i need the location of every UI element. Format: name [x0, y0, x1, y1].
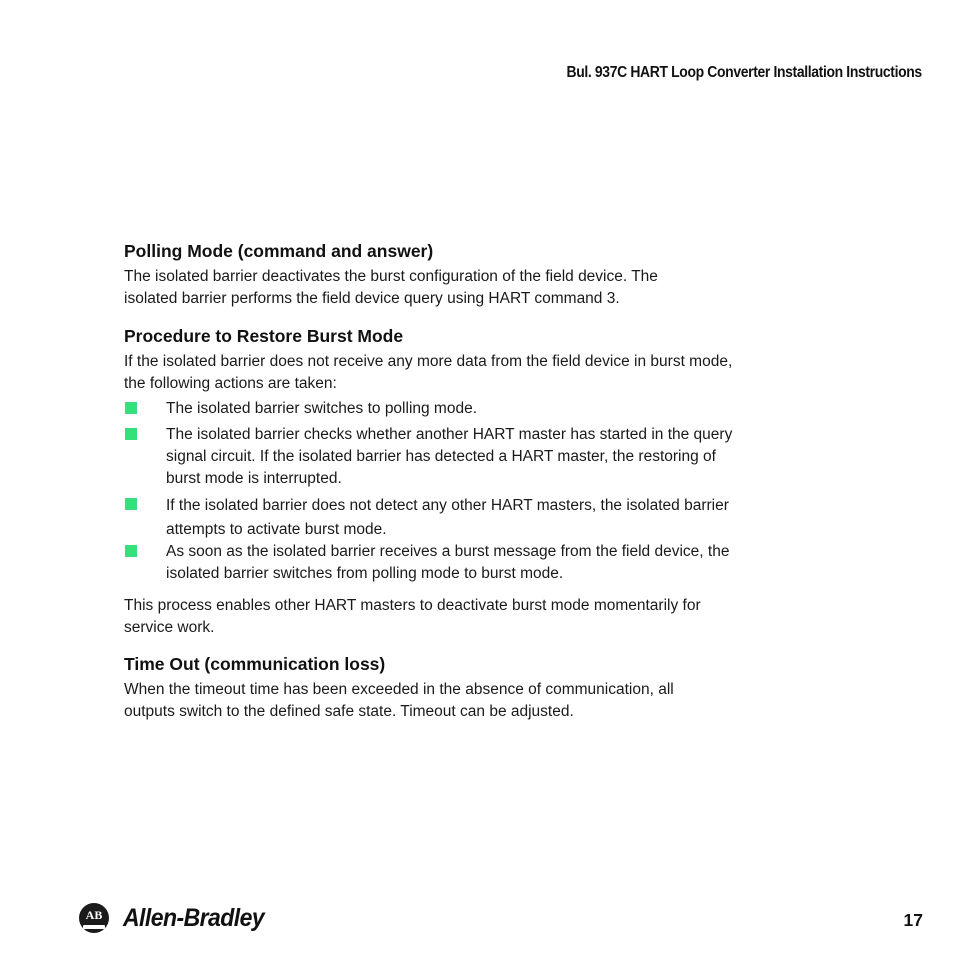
green-square-bullet-icon	[125, 428, 137, 440]
green-square-bullet-icon	[125, 545, 137, 557]
list-item-line: The isolated barrier switches to polling mode.	[166, 400, 478, 417]
list-item-line: signal circuit. If the isolated barrier has detected a HART master, the restoring of	[166, 448, 716, 465]
section-polling-mode	[124, 240, 658, 310]
body-line: This process enables other HART masters to deactivate burst mode momentarily for	[124, 597, 701, 614]
body-text	[124, 351, 732, 395]
body-text	[124, 595, 701, 639]
list-item-line: As soon as the isolated barrier receives a burst message from the field device, the	[166, 543, 730, 560]
ab-badge-icon	[79, 903, 109, 933]
list-item-line: isolated barrier switches from polling mode to burst mode.	[166, 565, 564, 582]
section-timeout	[124, 653, 674, 723]
list-item-line: attempts to activate burst mode.	[166, 521, 387, 538]
body-text	[124, 266, 658, 310]
list-item-text	[166, 398, 826, 420]
section-restore-burst-mode	[124, 325, 732, 395]
section-heading: Polling Mode (command and answer)	[124, 241, 434, 261]
green-square-bullet-icon	[125, 498, 137, 510]
body-text	[124, 679, 674, 723]
body-line: service work.	[124, 619, 215, 636]
section-heading: Procedure to Restore Burst Mode	[124, 326, 404, 346]
list-item-line: burst mode is interrupted.	[166, 470, 342, 487]
page-number: 17	[903, 910, 923, 930]
closing-paragraph	[124, 595, 701, 639]
body-line: If the isolated barrier does not receive any more data from the field device in burst mode,	[124, 353, 733, 370]
section-heading: Time Out (communication loss)	[124, 654, 386, 674]
document-header-title: Bul. 937C HART Loop Converter Installation Instructions	[566, 64, 922, 81]
list-item-text	[166, 424, 826, 490]
badge-underline	[83, 925, 105, 929]
list-item-text	[166, 541, 826, 585]
brand-wordmark: Allen-Bradley	[123, 904, 265, 932]
list-item-text	[166, 494, 826, 542]
body-line: outputs switch to the defined safe state. Timeout can be adjusted.	[124, 703, 574, 720]
list-item-line: The isolated barrier checks whether another HART master has started in the query	[166, 426, 733, 443]
allen-bradley-logo	[79, 903, 279, 939]
body-line: isolated barrier performs the field device query using HART command 3.	[124, 290, 620, 307]
body-line: The isolated barrier deactivates the burst configuration of the field device. The	[124, 268, 658, 285]
body-line: the following actions are taken:	[124, 375, 337, 392]
green-square-bullet-icon	[125, 402, 137, 414]
ab-badge-text: AB	[85, 908, 103, 922]
body-line: When the timeout time has been exceeded in the absence of communication, all	[124, 681, 674, 698]
list-item-line: If the isolated barrier does not detect any other HART masters, the isolated barrier	[166, 497, 729, 514]
